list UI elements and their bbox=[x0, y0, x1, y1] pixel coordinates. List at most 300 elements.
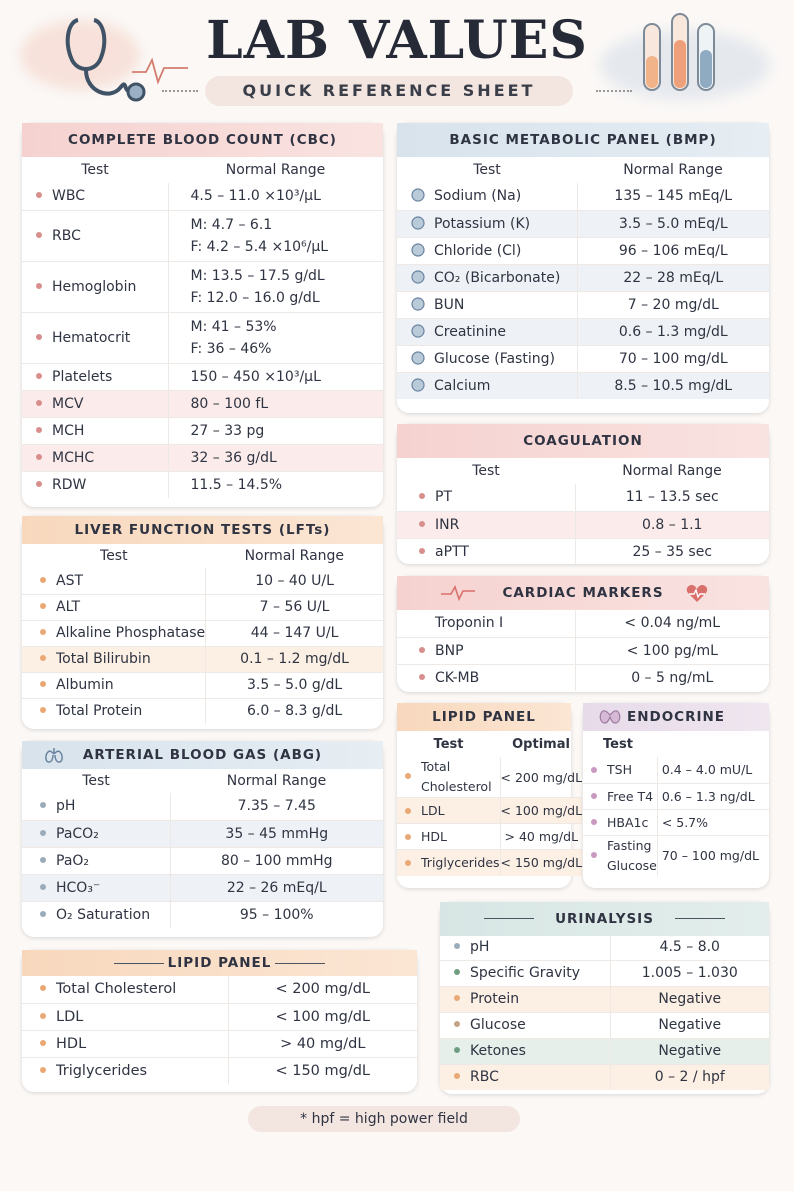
bullet-dot bbox=[405, 834, 411, 840]
test-name bbox=[22, 390, 168, 417]
test-name bbox=[22, 363, 168, 390]
test-name-label: MCH bbox=[52, 422, 85, 439]
bullet-dot bbox=[454, 943, 460, 949]
range-value: < 100 mg/dL bbox=[500, 803, 583, 818]
normal-range bbox=[228, 1057, 417, 1084]
test-name-label: aPTT bbox=[435, 543, 469, 560]
test-name-label: Fasting bbox=[607, 837, 652, 853]
range-line-1: M: 13.5 – 17.5 g/dL bbox=[190, 267, 325, 284]
test-name-label: RBC bbox=[52, 227, 81, 244]
bullet-dot bbox=[454, 995, 460, 1001]
normal-range bbox=[577, 372, 769, 399]
title-rule-left bbox=[114, 963, 164, 964]
bullet-dot bbox=[40, 911, 46, 917]
normal-range bbox=[577, 318, 769, 345]
lipid-large-header bbox=[22, 950, 417, 976]
col-header-range: Normal Range bbox=[623, 162, 723, 178]
test-name bbox=[397, 798, 500, 824]
cbc-title: COMPLETE BLOOD COUNT (CBC) bbox=[22, 123, 383, 157]
bullet-dot bbox=[36, 373, 42, 379]
col-header-range: Normal Range bbox=[622, 463, 722, 479]
normal-range bbox=[228, 1030, 417, 1057]
table-row bbox=[397, 757, 582, 798]
range-value: < 100 pg/mL bbox=[626, 642, 718, 659]
table-row bbox=[22, 417, 383, 444]
table-row bbox=[397, 610, 769, 637]
table-row bbox=[397, 237, 769, 264]
test-name bbox=[22, 646, 206, 672]
table-row bbox=[397, 264, 769, 291]
urinalysis-card bbox=[440, 902, 769, 1094]
lft-card bbox=[22, 516, 383, 729]
table-row bbox=[22, 672, 383, 698]
test-name-label: Sodium (Na) bbox=[434, 188, 522, 205]
col-header-range: Normal Range bbox=[225, 162, 326, 178]
coagulation-table bbox=[397, 458, 769, 565]
title-rule-right bbox=[675, 918, 725, 919]
test-name bbox=[397, 538, 575, 565]
table-row bbox=[397, 824, 582, 850]
range-value: 0.4 – 4.0 mU/L bbox=[661, 762, 753, 778]
test-name bbox=[22, 672, 206, 698]
test-name bbox=[397, 237, 577, 264]
range-value: > 40 mg/dL bbox=[504, 829, 579, 844]
lipid-panel-large-card bbox=[22, 950, 417, 1092]
bullet-dot bbox=[419, 647, 425, 653]
test-name-label: BNP bbox=[435, 642, 464, 659]
bmp-title: BASIC METABOLIC PANEL (BMP) bbox=[397, 123, 769, 157]
table-row bbox=[397, 183, 769, 210]
kidney-icon bbox=[411, 297, 425, 311]
test-name bbox=[22, 312, 168, 363]
test-name bbox=[22, 976, 228, 1003]
col-header-test: Test bbox=[473, 162, 501, 178]
range-line-1: M: 41 – 53% bbox=[190, 318, 277, 335]
normal-range bbox=[610, 1012, 769, 1038]
normal-range bbox=[577, 237, 769, 264]
thyroid-icon bbox=[599, 709, 621, 725]
test-name-label: Total Protein bbox=[56, 703, 143, 720]
table-row bbox=[22, 1057, 417, 1084]
page-header bbox=[0, 0, 794, 118]
test-name-label: HDL bbox=[421, 829, 447, 844]
test-name bbox=[397, 484, 575, 511]
test-name bbox=[22, 1030, 228, 1057]
normal-range bbox=[610, 960, 769, 986]
bullet-dot bbox=[405, 860, 411, 866]
test-name bbox=[22, 620, 206, 646]
range-line-2: F: 36 – 46% bbox=[190, 340, 272, 357]
bullet-dot bbox=[36, 192, 42, 198]
col-header-range: Normal Range bbox=[226, 773, 327, 789]
test-name bbox=[397, 372, 577, 399]
abg-title: ARTERIAL BLOOD GAS (ABG) bbox=[82, 747, 323, 763]
col-header-range: Normal Range bbox=[244, 548, 345, 564]
bullet-dot bbox=[40, 603, 46, 609]
range-value: 3.5 – 5.0 mEq/L bbox=[618, 215, 728, 232]
table-row bbox=[22, 901, 383, 928]
table-row bbox=[22, 363, 383, 390]
normal-range bbox=[170, 901, 383, 928]
test-name-label: CO₂ (Bicarbonate) bbox=[434, 269, 561, 286]
test-name bbox=[440, 960, 610, 986]
bmp-table bbox=[397, 157, 769, 399]
normal-range bbox=[170, 874, 383, 901]
col-header-test: Test bbox=[603, 736, 633, 752]
test-name-label: CK-MB bbox=[435, 669, 480, 686]
bullet-dot bbox=[40, 1040, 46, 1046]
col-header-optimal: Optimal bbox=[512, 736, 570, 752]
bullet-dot bbox=[419, 674, 425, 680]
range-value: 80 – 100 mmHg bbox=[220, 852, 333, 869]
col-header-test: Test bbox=[433, 736, 464, 752]
bullet-dot bbox=[40, 857, 46, 863]
table-row bbox=[22, 312, 383, 363]
test-name-label: Alkaline Phosphatase bbox=[56, 625, 206, 641]
bullet-dot bbox=[36, 454, 42, 460]
test-name-block bbox=[421, 757, 492, 797]
salt-icon bbox=[411, 188, 425, 202]
cbc-table bbox=[22, 157, 383, 498]
test-name-label: Glucose (Fasting) bbox=[434, 350, 555, 367]
table-row bbox=[22, 820, 383, 847]
table-row bbox=[583, 835, 769, 876]
bullet-dot bbox=[36, 427, 42, 433]
table-row bbox=[22, 976, 417, 1003]
test-name-label: INR bbox=[435, 516, 460, 533]
bone-icon bbox=[411, 378, 425, 392]
test-name bbox=[583, 757, 657, 783]
table-row bbox=[440, 986, 769, 1012]
bullet-dot bbox=[36, 400, 42, 406]
range-value: 150 – 450 ×10³/µL bbox=[190, 368, 321, 385]
test-name bbox=[22, 820, 170, 847]
bullet-dot bbox=[591, 819, 597, 825]
range-value: 0.6 – 1.3 ng/dL bbox=[661, 788, 755, 804]
bullet-dot bbox=[40, 985, 46, 991]
test-name-label: Hemoglobin bbox=[52, 278, 137, 295]
test-name bbox=[22, 901, 170, 928]
normal-range bbox=[206, 594, 383, 620]
test-name-label: Glucose bbox=[470, 1017, 526, 1033]
range-line-2: F: 4.2 – 5.4 ×10⁶/µL bbox=[190, 238, 329, 255]
bullet-dot bbox=[40, 681, 46, 687]
table-row bbox=[22, 1003, 417, 1030]
test-name-label: Potassium (K) bbox=[434, 215, 531, 232]
test-name bbox=[22, 793, 170, 820]
test-name-label-line2: Glucose bbox=[607, 857, 657, 873]
normal-range bbox=[228, 976, 417, 1003]
test-name bbox=[22, 1003, 228, 1030]
range-line-2: F: 12.0 – 16.0 g/dL bbox=[190, 289, 320, 306]
normal-range bbox=[206, 646, 383, 672]
cardiac-header bbox=[397, 576, 769, 610]
range-value: 0 – 5 ng/mL bbox=[631, 669, 714, 686]
test-name bbox=[397, 511, 575, 538]
col-header-test: Test bbox=[81, 162, 109, 178]
lft-title: LIVER FUNCTION TESTS (LFTs) bbox=[22, 516, 383, 544]
urinalysis-title: URINALYSIS bbox=[555, 911, 654, 927]
test-name bbox=[22, 210, 168, 261]
test-name bbox=[440, 986, 610, 1012]
pill-icon bbox=[411, 270, 425, 284]
range-value: > 40 mg/dL bbox=[280, 1035, 366, 1052]
range-value: 0.1 – 1.2 mg/dL bbox=[240, 651, 349, 667]
test-name bbox=[583, 783, 657, 809]
abg-header bbox=[22, 741, 383, 769]
bullet-dot bbox=[40, 884, 46, 890]
test-name bbox=[397, 345, 577, 372]
meter-icon bbox=[411, 351, 425, 365]
test-name bbox=[22, 568, 206, 594]
test-name-label: Total Bilirubin bbox=[56, 651, 151, 667]
normal-range bbox=[577, 183, 769, 210]
bottle-icon bbox=[411, 243, 425, 257]
bullet-dot bbox=[36, 232, 42, 238]
range-value: 7 – 56 U/L bbox=[259, 599, 330, 615]
cbc-card bbox=[22, 123, 383, 507]
col-header-test: Test bbox=[472, 463, 500, 479]
table-row bbox=[583, 757, 769, 783]
test-name bbox=[22, 874, 170, 901]
test-name bbox=[583, 835, 657, 876]
test-name bbox=[22, 471, 168, 498]
test-name-block bbox=[607, 836, 657, 876]
range-value: < 100 mg/dL bbox=[275, 1008, 371, 1025]
test-name-label: RDW bbox=[52, 476, 87, 493]
test-name-label: AST bbox=[56, 572, 84, 589]
bullet-dot bbox=[419, 493, 425, 499]
test-name-label: PaCO₂ bbox=[56, 825, 99, 842]
normal-range bbox=[168, 471, 383, 498]
normal-range bbox=[170, 847, 383, 874]
test-name-label: PaO₂ bbox=[56, 852, 90, 869]
range-value: 35 – 45 mmHg bbox=[225, 825, 329, 842]
test-name bbox=[397, 664, 575, 691]
test-name bbox=[397, 318, 577, 345]
table-row bbox=[22, 793, 383, 820]
table-row bbox=[397, 345, 769, 372]
bullet-dot bbox=[454, 969, 460, 975]
normal-range bbox=[170, 793, 383, 820]
test-name-label: PT bbox=[435, 489, 452, 506]
test-name bbox=[440, 1064, 610, 1090]
cardiac-title: CARDIAC MARKERS bbox=[502, 585, 664, 601]
kidney-icon bbox=[411, 324, 425, 338]
test-name-label: BUN bbox=[434, 296, 465, 313]
test-name-label: HBA1c bbox=[607, 814, 649, 830]
test-name bbox=[22, 183, 168, 210]
range-value: 22 – 26 mEq/L bbox=[226, 879, 327, 896]
range-value: Negative bbox=[658, 1017, 722, 1033]
bullet-dot bbox=[405, 808, 411, 814]
range-value: 4.5 – 8.0 bbox=[659, 938, 720, 955]
test-name-label: Albumin bbox=[56, 677, 114, 693]
range-value: 6.0 – 8.3 g/dL bbox=[246, 703, 343, 720]
table-row bbox=[22, 568, 383, 594]
title-rule-left bbox=[484, 918, 534, 919]
test-name bbox=[440, 1038, 610, 1064]
bullet-dot bbox=[40, 1013, 46, 1019]
table-row bbox=[397, 511, 769, 538]
table-row bbox=[397, 538, 769, 565]
test-name-label: HCO₃⁻ bbox=[56, 879, 101, 896]
normal-range bbox=[577, 345, 769, 372]
range-value: 70 – 100 mg/dL bbox=[618, 350, 728, 367]
table-row bbox=[22, 620, 383, 646]
test-name-label: MCHC bbox=[52, 449, 95, 466]
table-row bbox=[22, 471, 383, 498]
table-row bbox=[22, 261, 383, 312]
table-row bbox=[397, 850, 582, 876]
test-name bbox=[583, 809, 657, 835]
normal-range bbox=[206, 672, 383, 698]
bullet-dot bbox=[454, 1073, 460, 1079]
table-row bbox=[397, 210, 769, 237]
test-name-label: MCV bbox=[52, 395, 84, 412]
table-row bbox=[397, 484, 769, 511]
page-subtitle: QUICK REFERENCE SHEET bbox=[205, 76, 573, 106]
test-name-label: HDL bbox=[56, 1035, 87, 1052]
lipid-large-table bbox=[22, 976, 417, 1084]
coagulation-card bbox=[397, 424, 769, 564]
urinalysis-header bbox=[440, 902, 769, 936]
range-value: 1.005 – 1.030 bbox=[641, 965, 738, 981]
range-value: 32 – 36 g/dL bbox=[190, 449, 277, 466]
range-value: 11.5 – 14.5% bbox=[190, 476, 283, 493]
bullet-dot bbox=[40, 629, 46, 635]
test-name bbox=[22, 261, 168, 312]
table-row bbox=[22, 210, 383, 261]
normal-range bbox=[168, 363, 383, 390]
heart-icon bbox=[685, 584, 709, 604]
endocrine-table bbox=[583, 731, 769, 876]
test-name-label: Triglycerides bbox=[56, 1062, 148, 1079]
bullet-dot bbox=[40, 577, 46, 583]
test-name bbox=[397, 183, 577, 210]
range-value: 95 – 100% bbox=[239, 906, 314, 923]
bullet-dot bbox=[40, 1067, 46, 1073]
normal-range bbox=[575, 610, 769, 637]
col-header-test: Test bbox=[82, 773, 110, 789]
range-value: 22 – 28 mEq/L bbox=[623, 269, 724, 286]
bullet-dot bbox=[591, 767, 597, 773]
test-name-label: Free T4 bbox=[607, 788, 654, 804]
test-name-label: WBC bbox=[52, 188, 85, 205]
table-row bbox=[22, 698, 383, 724]
test-name-label: Triglycerides bbox=[421, 855, 500, 871]
table-row bbox=[583, 783, 769, 809]
normal-range bbox=[206, 568, 383, 594]
normal-range bbox=[168, 261, 383, 312]
range-value: 27 – 33 pg bbox=[190, 422, 265, 439]
bullet-dot bbox=[419, 548, 425, 554]
table-row bbox=[22, 183, 383, 210]
page-title: LAB VALUES bbox=[206, 10, 588, 71]
range-value: < 150 mg/dL bbox=[500, 855, 583, 871]
bullet-dot bbox=[36, 481, 42, 487]
test-name bbox=[397, 637, 575, 664]
droplet-icon bbox=[411, 216, 425, 230]
range-value: 96 – 106 mEq/L bbox=[618, 242, 728, 259]
range-value: Negative bbox=[658, 991, 722, 1007]
divider-dots-right bbox=[596, 90, 632, 92]
table-row bbox=[397, 798, 582, 824]
range-line-1: M: 4.7 – 6.1 bbox=[190, 216, 273, 233]
test-name bbox=[22, 698, 206, 724]
col-header-test: Test bbox=[100, 548, 128, 564]
range-value: 44 – 147 U/L bbox=[250, 625, 339, 641]
range-value: < 0.04 ng/mL bbox=[624, 615, 721, 632]
test-name-label: O₂ Saturation bbox=[56, 906, 151, 923]
bullet-dot bbox=[40, 830, 46, 836]
bullet-dot bbox=[40, 655, 46, 661]
bullet-dot bbox=[36, 334, 42, 340]
normal-range bbox=[657, 757, 769, 783]
lipid-small-table bbox=[397, 731, 582, 876]
normal-range bbox=[500, 757, 582, 798]
normal-range bbox=[657, 835, 769, 876]
normal-range bbox=[500, 850, 582, 876]
table-row bbox=[22, 594, 383, 620]
range-value: 7.35 – 7.45 bbox=[237, 798, 316, 815]
normal-range bbox=[577, 210, 769, 237]
test-name bbox=[440, 1012, 610, 1038]
ecg-line-icon bbox=[441, 585, 475, 601]
test-name bbox=[397, 610, 575, 637]
bullet-dot bbox=[419, 521, 425, 527]
range-value: 25 – 35 sec bbox=[632, 543, 713, 560]
test-name bbox=[397, 757, 500, 798]
table-row bbox=[583, 809, 769, 835]
test-name bbox=[440, 934, 610, 960]
table-row bbox=[22, 444, 383, 471]
test-name bbox=[22, 594, 206, 620]
normal-range bbox=[228, 1003, 417, 1030]
test-name-label: Platelets bbox=[52, 368, 113, 385]
normal-range bbox=[610, 986, 769, 1012]
normal-range bbox=[610, 1064, 769, 1090]
test-name-label: Total bbox=[421, 759, 451, 774]
table-row bbox=[22, 390, 383, 417]
test-name-label: Creatinine bbox=[434, 323, 507, 340]
normal-range bbox=[575, 511, 769, 538]
test-name-label: pH bbox=[470, 938, 490, 955]
test-name-label: pH bbox=[56, 798, 76, 815]
test-name-label: Chloride (Cl) bbox=[434, 242, 522, 259]
test-name-label: Protein bbox=[470, 991, 520, 1007]
table-row bbox=[440, 1038, 769, 1064]
table-row bbox=[440, 960, 769, 986]
lipid-large-title: LIPID PANEL bbox=[167, 955, 272, 971]
test-name bbox=[397, 210, 577, 237]
normal-range bbox=[168, 417, 383, 444]
test-name-label: Ketones bbox=[470, 1043, 526, 1059]
normal-range bbox=[577, 291, 769, 318]
table-row bbox=[440, 1012, 769, 1038]
normal-range bbox=[168, 312, 383, 363]
bullet-dot bbox=[454, 1047, 460, 1053]
range-value: < 150 mg/dL bbox=[275, 1062, 371, 1079]
range-value: 0.6 – 1.3 mg/dL bbox=[618, 323, 728, 340]
cardiac-markers-card bbox=[397, 576, 769, 692]
test-name-label-line2: Cholesterol bbox=[421, 779, 492, 794]
bullet-dot bbox=[454, 1021, 460, 1027]
test-name-label: LDL bbox=[421, 803, 445, 818]
normal-range bbox=[575, 484, 769, 511]
table-row bbox=[397, 637, 769, 664]
table-row bbox=[397, 291, 769, 318]
